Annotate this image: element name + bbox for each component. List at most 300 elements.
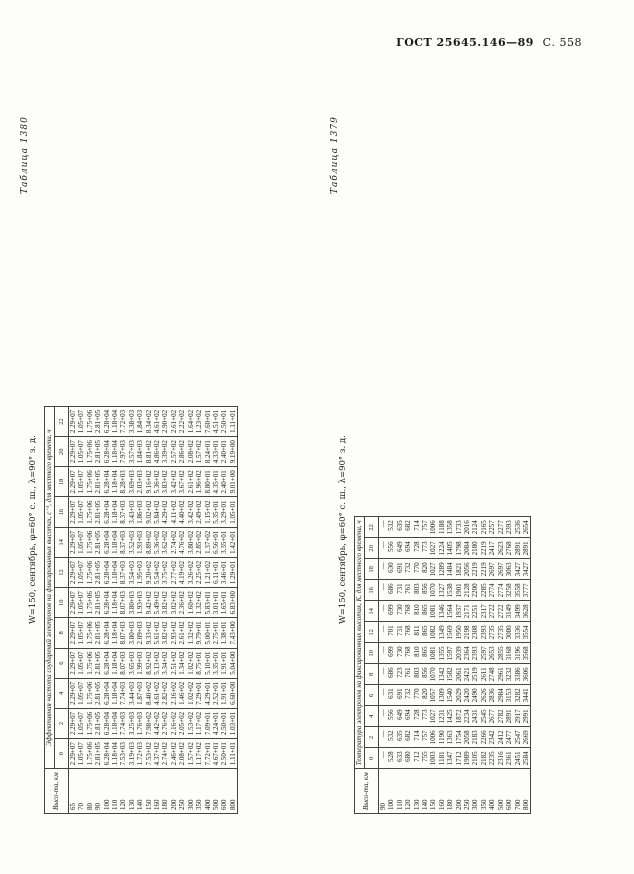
value-cell: 631 — [387, 685, 395, 706]
table-row — [69, 406, 78, 813]
value-cell: 2.81+05 — [94, 467, 102, 497]
value-cell: 2.77+02 — [170, 557, 178, 587]
value-cell: 7.72+03 — [119, 406, 127, 436]
table-row — [522, 517, 531, 814]
hours-row — [55, 406, 69, 813]
value-cell: 3153 — [505, 685, 513, 706]
value-cell: 2.25+02 — [195, 557, 203, 587]
value-cell: 2623 — [497, 538, 505, 559]
height-cell: 90 — [379, 769, 388, 814]
hour-header: 8 — [365, 664, 379, 685]
value-cell: 2451 — [514, 748, 522, 769]
table-caption: W=150, сентябрь, φ=60° с. ш., λ=90° з. д. — [28, 435, 38, 624]
value-cell: 2.29+07 — [69, 467, 78, 497]
height-cell: 150 — [145, 769, 153, 814]
value-cell: 2748 — [488, 664, 496, 685]
table-title: Температура электронов на фиксированных высотах, К, для местного времени, ч — [355, 517, 365, 769]
value-cell: 3080 — [505, 622, 513, 643]
value-cell: 5.10+01 — [204, 648, 212, 678]
value-cell: 2774 — [488, 580, 496, 601]
table-row — [136, 406, 144, 813]
value-cell: 2.29+07 — [69, 497, 78, 527]
hour-header: 22 — [365, 517, 379, 538]
value-cell: 1027 — [429, 538, 437, 559]
value-cell: 4.61+02 — [153, 678, 161, 708]
value-cell: 6.28+04 — [103, 557, 111, 587]
value-cell: 6.56+01 — [212, 527, 220, 557]
value-cell: 4.40+02 — [178, 497, 186, 527]
value-cell: 2.50+01 — [220, 739, 228, 769]
value-cell: 2.29+07 — [69, 739, 78, 769]
standard-code: ГОСТ 25645.146—89 — [396, 36, 534, 49]
table-row — [514, 517, 522, 814]
value-cell: 1190 — [438, 727, 446, 748]
value-cell: 2.76+02 — [161, 708, 169, 738]
value-cell: 1.11+01 — [229, 406, 238, 436]
hour-header: 14 — [55, 527, 69, 557]
value-cell: 1.03+01 — [229, 708, 238, 738]
value-cell: 1.18+04 — [111, 527, 119, 557]
value-cell: 2420 — [463, 685, 471, 706]
table-row — [195, 406, 203, 813]
height-cell: 140 — [136, 769, 144, 814]
value-cell: 1540 — [446, 685, 454, 706]
value-cell: 714 — [413, 517, 421, 538]
value-cell: 3258 — [505, 580, 513, 601]
value-cell: 2.74+02 — [170, 527, 178, 557]
value-cell: 1.02+02 — [187, 678, 195, 708]
value-cell: 773 — [421, 538, 429, 559]
value-cell: 811 — [413, 622, 421, 643]
height-cell: 180 — [161, 769, 169, 814]
value-cell: 3.80+02 — [187, 527, 195, 557]
value-cell: 1.18+04 — [111, 618, 119, 648]
value-cell: 1597 — [446, 643, 454, 664]
value-cell: 9.79+01 — [195, 618, 203, 648]
value-cell: 3558 — [514, 580, 522, 601]
value-cell: 2084 — [463, 538, 471, 559]
value-cell: 694 — [404, 706, 412, 727]
height-cell: 130 — [413, 769, 421, 814]
value-cell: 728 — [413, 538, 421, 559]
value-cell: 770 — [413, 559, 421, 580]
table-row — [505, 517, 513, 814]
value-cell: 1.05+07 — [77, 648, 85, 678]
height-cell: 130 — [128, 769, 136, 814]
value-cell: 1.99+03 — [136, 648, 144, 678]
value-cell: 768 — [404, 601, 412, 622]
value-cell: 1.64+02 — [187, 406, 195, 436]
height-cell: 180 — [446, 769, 454, 814]
value-cell: 1.46+02 — [178, 678, 186, 708]
value-cell: 3.02+02 — [170, 588, 178, 618]
value-cell: 682 — [404, 727, 412, 748]
value-cell: 1.84+03 — [136, 437, 144, 467]
value-cell: 3.25+03 — [128, 708, 136, 738]
value-cell: 2061 — [455, 664, 463, 685]
value-cell: 2.16+02 — [170, 678, 178, 708]
value-cell: 2917 — [514, 706, 522, 727]
value-cell: 755 — [421, 748, 429, 769]
value-cell: 6.28+04 — [103, 648, 111, 678]
title-row — [355, 517, 365, 814]
value-cell: 2597 — [480, 643, 488, 664]
value-cell: 3568 — [522, 643, 531, 664]
value-cell: 7.72+01 — [204, 739, 212, 769]
table-row — [480, 517, 488, 814]
table-row — [396, 517, 404, 814]
value-cell: — — [379, 748, 388, 769]
value-cell: 2.46+02 — [170, 739, 178, 769]
height-cell: 160 — [153, 769, 161, 814]
table-row — [421, 517, 429, 814]
value-cell: 2477 — [505, 727, 513, 748]
value-cell: — — [379, 685, 388, 706]
value-cell: 1309 — [438, 685, 446, 706]
value-cell: 2219 — [471, 559, 479, 580]
value-cell: 1582 — [446, 664, 454, 685]
value-cell: 4.11+02 — [170, 497, 178, 527]
value-cell: 1.87+03 — [136, 678, 144, 708]
table-row — [413, 517, 421, 814]
value-cell: 1.75+06 — [86, 527, 94, 557]
table-body — [69, 406, 238, 813]
table-row — [111, 406, 119, 813]
value-cell: 682 — [404, 517, 412, 538]
table-title: Эффективная частота соударений электронов на фиксированных высотах, с⁻¹, для местного времени, ч — [45, 406, 55, 768]
hour-header: 16 — [55, 497, 69, 527]
value-cell: 728 — [413, 706, 421, 727]
value-cell: 757 — [421, 517, 429, 538]
value-cell: 3168 — [505, 643, 513, 664]
value-cell: 7.53+02 — [145, 739, 153, 769]
value-cell: 1.05+07 — [77, 497, 85, 527]
value-cell: 1.05+07 — [77, 588, 85, 618]
value-cell: 3499 — [514, 601, 522, 622]
value-cell: 1.17+02 — [195, 739, 203, 769]
value-cell: 2722 — [497, 601, 505, 622]
value-cell: 3.80+03 — [128, 588, 136, 618]
value-cell: 2.81+05 — [94, 708, 102, 738]
value-cell: 2626 — [480, 685, 488, 706]
height-cell: 80 — [86, 769, 94, 814]
value-cell: 1.05+07 — [77, 708, 85, 738]
value-cell: 3777 — [522, 580, 531, 601]
value-cell: 1.95+03 — [136, 557, 144, 587]
value-cell: 1.75+06 — [86, 557, 94, 587]
value-cell: 1070 — [429, 580, 437, 601]
value-cell: 2.85+02 — [195, 527, 203, 557]
value-cell: 3.26+02 — [187, 557, 195, 587]
value-cell: 7.74+03 — [119, 708, 127, 738]
value-cell: 2.61+02 — [170, 406, 178, 436]
value-cell: 1.75+06 — [86, 618, 94, 648]
value-cell: 1.05+07 — [77, 437, 85, 467]
value-cell: 2219 — [480, 559, 488, 580]
value-cell: 1.72+03 — [136, 739, 144, 769]
value-cell: 2056 — [463, 559, 471, 580]
value-cell: 731 — [396, 622, 404, 643]
value-cell: 6.28+04 — [103, 678, 111, 708]
height-cell: 250 — [178, 769, 186, 814]
value-cell: 633 — [396, 748, 404, 769]
value-cell: 9.42+02 — [145, 588, 153, 618]
value-cell: 9.33+02 — [145, 618, 153, 648]
value-cell: 1.84+03 — [136, 406, 144, 436]
table-row — [128, 406, 136, 813]
value-cell: 810 — [413, 601, 421, 622]
value-cell: — — [379, 643, 388, 664]
table-row — [103, 406, 111, 813]
value-cell: 1.91+01 — [220, 648, 228, 678]
value-cell: 2611 — [480, 664, 488, 685]
value-cell: 1.18+04 — [111, 708, 119, 738]
height-cell: 300 — [471, 769, 479, 814]
value-cell: 1.65+01 — [220, 588, 228, 618]
value-cell: 3.57+03 — [128, 437, 136, 467]
value-cell: 3.42+02 — [187, 497, 195, 527]
value-cell: 1.02+02 — [187, 648, 195, 678]
value-cell: 2.74+02 — [161, 739, 169, 769]
value-cell: 1082 — [429, 622, 437, 643]
value-cell: 1.60+02 — [187, 588, 195, 618]
value-cell: 2891 — [505, 706, 513, 727]
table-row — [119, 406, 127, 813]
value-cell: 1.05+07 — [77, 467, 85, 497]
value-cell: 5.61+02 — [153, 618, 161, 648]
value-cell: 3554 — [522, 622, 531, 643]
value-cell: 635 — [396, 517, 404, 538]
value-cell: 4.42+02 — [153, 708, 161, 738]
value-cell: 2257 — [488, 517, 496, 538]
value-cell: 2235 — [488, 748, 496, 769]
value-cell: 4.24+01 — [212, 708, 220, 738]
value-cell: 2584 — [522, 748, 531, 769]
hour-header: 10 — [365, 643, 379, 664]
value-cell: 6.83+00 — [229, 588, 238, 618]
value-cell: 4.76+02 — [178, 527, 186, 557]
value-cell: 3.35+01 — [220, 527, 228, 557]
value-cell: 2029 — [455, 685, 463, 706]
value-cell: 8.75+01 — [195, 648, 203, 678]
value-cell: 810 — [413, 643, 421, 664]
value-cell: 2.29+07 — [69, 648, 78, 678]
value-cell: 1363 — [446, 727, 454, 748]
value-cell: 3427 — [522, 559, 531, 580]
value-cell: 2105 — [471, 748, 479, 769]
value-cell: 2039 — [455, 643, 463, 664]
value-cell: 2.81+05 — [94, 588, 102, 618]
value-cell: 4.61+02 — [153, 406, 161, 436]
value-cell: 2.81+05 — [94, 648, 102, 678]
value-cell: 1798 — [455, 538, 463, 559]
hour-header: 18 — [55, 467, 69, 497]
value-cell: 1006 — [429, 517, 437, 538]
hour-header: 14 — [365, 601, 379, 622]
table-row — [446, 517, 454, 814]
value-cell: 1.37+02 — [204, 527, 212, 557]
value-cell: 1754 — [455, 727, 463, 748]
hour-header: 2 — [55, 708, 69, 738]
table-row — [145, 406, 153, 813]
value-cell: 7.74+03 — [119, 678, 127, 708]
value-cell: 4.29+01 — [204, 678, 212, 708]
value-cell: 2984 — [497, 685, 505, 706]
table-row — [204, 406, 212, 813]
value-cell: 1.18+04 — [111, 648, 119, 678]
value-cell: 2.08+02 — [178, 739, 186, 769]
value-cell: 649 — [396, 706, 404, 727]
value-cell: 856 — [421, 664, 429, 685]
value-cell: 2.03+03 — [136, 467, 144, 497]
value-cell: 1342 — [438, 664, 446, 685]
value-cell: 5.36+02 — [153, 467, 161, 497]
value-cell: 2198 — [463, 622, 471, 643]
table-head — [355, 517, 379, 814]
value-cell: 1733 — [455, 517, 463, 538]
hour-header: 16 — [365, 580, 379, 601]
value-cell: 2891 — [522, 538, 531, 559]
value-cell: 3.44+03 — [128, 678, 136, 708]
value-cell: 2.29+07 — [69, 527, 78, 557]
value-cell: 1.18+04 — [111, 437, 119, 467]
value-cell: 3.67+02 — [178, 467, 186, 497]
value-cell: 1872 — [455, 706, 463, 727]
hour-header: 12 — [55, 557, 69, 587]
value-cell: 1347 — [446, 748, 454, 769]
value-cell: 761 — [404, 580, 412, 601]
value-cell: 6.11+01 — [212, 557, 220, 587]
value-cell: 5.83+01 — [204, 588, 212, 618]
value-cell: 4.33+01 — [212, 437, 220, 467]
value-cell: 1.86+03 — [136, 497, 144, 527]
value-cell: 8.07+03 — [119, 588, 127, 618]
value-cell: 691 — [396, 685, 404, 706]
hour-header: 20 — [365, 538, 379, 559]
hour-header: 2 — [365, 727, 379, 748]
value-cell: 1.93+03 — [136, 527, 144, 557]
value-cell: 2200 — [471, 580, 479, 601]
value-cell: 5.00+01 — [204, 618, 212, 648]
value-cell: 532 — [387, 727, 395, 748]
value-cell: 7.97+03 — [119, 437, 127, 467]
value-cell: 2.50+01 — [220, 406, 228, 436]
value-cell: 2891 — [514, 538, 522, 559]
height-cell: 160 — [438, 769, 446, 814]
table-label: Таблица 1379 — [330, 116, 340, 194]
value-cell: 2.61+02 — [178, 618, 186, 648]
value-cell: 6.28+04 — [103, 588, 111, 618]
value-cell: 1569 — [446, 622, 454, 643]
value-cell: 1.91+01 — [220, 678, 228, 708]
table-row — [77, 406, 85, 813]
value-cell: 2.81+05 — [94, 678, 102, 708]
value-cell: 1.75+06 — [86, 406, 94, 436]
table-row — [429, 517, 437, 814]
value-cell: 2251 — [471, 601, 479, 622]
value-cell: 1027 — [429, 706, 437, 727]
value-cell: 699 — [387, 643, 395, 664]
hour-header: 0 — [365, 748, 379, 769]
value-cell: 2.61+02 — [187, 467, 195, 497]
value-cell: 1405 — [446, 538, 454, 559]
value-cell: 8.24+01 — [204, 437, 212, 467]
value-cell: 1.53+02 — [187, 708, 195, 738]
value-cell: 2.52+01 — [212, 678, 220, 708]
value-cell: 3282 — [514, 685, 522, 706]
value-cell: 2.50+01 — [220, 708, 228, 738]
value-cell: 4.51+01 — [212, 406, 220, 436]
value-cell: 2490 — [471, 685, 479, 706]
value-cell: 2285 — [480, 580, 488, 601]
value-cell: 2412 — [497, 727, 505, 748]
value-cell: 2124 — [471, 517, 479, 538]
table-1380 — [44, 406, 238, 814]
value-cell: 3.65+03 — [128, 648, 136, 678]
value-cell: 1081 — [429, 601, 437, 622]
value-cell: 3628 — [522, 601, 531, 622]
value-cell: 1057 — [429, 685, 437, 706]
value-cell: 2.81+05 — [94, 618, 102, 648]
value-cell: 761 — [404, 664, 412, 685]
value-cell: 3.19+03 — [128, 739, 136, 769]
value-cell: 1.29+01 — [229, 557, 238, 587]
value-cell: 1.17+02 — [195, 708, 203, 738]
value-cell: 7.53+03 — [119, 739, 127, 769]
value-cell: 686 — [387, 580, 395, 601]
value-cell: — — [379, 727, 388, 748]
value-cell: — — [379, 580, 388, 601]
value-cell: 8.92+02 — [145, 648, 153, 678]
value-cell: 1.75+06 — [86, 739, 94, 769]
value-cell: 8.34+02 — [145, 406, 153, 436]
value-cell: 9.01+00 — [229, 467, 238, 497]
hour-header: 6 — [365, 685, 379, 706]
value-cell: 1.32+02 — [187, 618, 195, 648]
value-cell: 2.29+07 — [69, 557, 78, 587]
value-cell: 1.75+06 — [86, 497, 94, 527]
value-cell: 3427 — [514, 559, 522, 580]
height-cell: 300 — [187, 769, 195, 814]
table-row — [471, 517, 479, 814]
value-cell: 1181 — [438, 748, 446, 769]
value-cell: — — [379, 622, 388, 643]
height-cell: 200 — [170, 769, 178, 814]
value-cell: 2782 — [497, 706, 505, 727]
hour-header: 22 — [55, 406, 69, 436]
value-cell: 8.37+03 — [119, 557, 127, 587]
value-cell: 820 — [421, 559, 429, 580]
value-cell: 8.07+03 — [119, 648, 127, 678]
value-cell: 1.57+02 — [187, 739, 195, 769]
value-cell: 2.81+05 — [94, 406, 102, 436]
value-cell: 2697 — [488, 559, 496, 580]
height-cell: 100 — [103, 769, 111, 814]
table-1379 — [354, 516, 531, 814]
hour-header: 20 — [55, 437, 69, 467]
value-cell: 8.07+03 — [119, 618, 127, 648]
value-cell: 865 — [421, 601, 429, 622]
value-cell: 7.43+00 — [229, 618, 238, 648]
table-row — [153, 406, 161, 813]
value-cell: 803 — [413, 580, 421, 601]
value-cell: 3.82+02 — [161, 588, 169, 618]
height-cell: 700 — [514, 769, 522, 814]
value-cell: 8.81+02 — [145, 437, 153, 467]
value-cell: 2417 — [488, 538, 496, 559]
value-cell: 2.36+02 — [178, 588, 186, 618]
value-cell: — — [379, 517, 388, 538]
